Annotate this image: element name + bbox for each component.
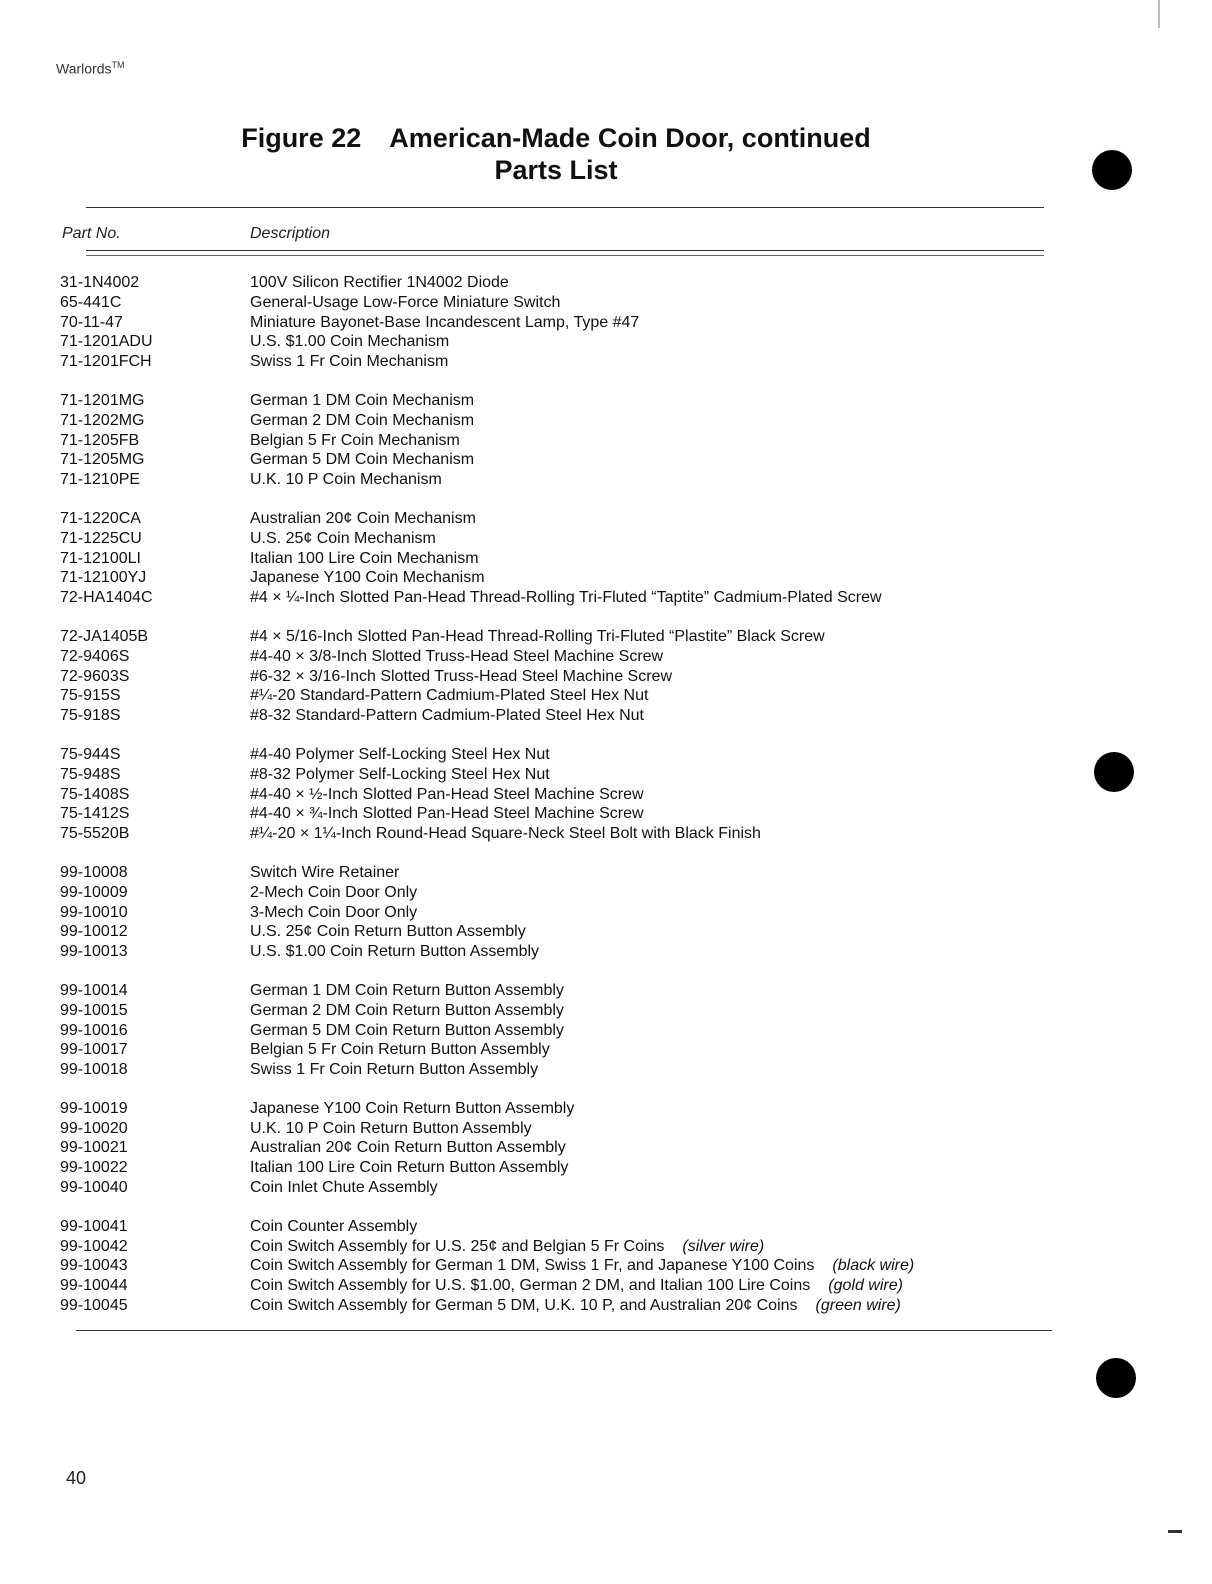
part-number: 71-1220CA [60, 509, 141, 527]
corner-mark [1168, 1530, 1182, 1533]
parts-row [60, 1296, 1060, 1316]
part-description: Australian 20¢ Coin Return Button Assembly [250, 1139, 566, 1157]
part-number: 99-10012 [60, 923, 128, 941]
parts-row [60, 568, 1060, 588]
parts-group [60, 509, 1060, 608]
part-number: 99-10041 [60, 1217, 128, 1235]
parts-row [60, 981, 1060, 1001]
part-number: 99-10010 [60, 903, 128, 921]
parts-row [60, 745, 1060, 765]
parts-group [60, 1099, 1060, 1198]
part-number: 99-10043 [60, 1257, 128, 1275]
parts-row [60, 627, 1060, 647]
parts-group [60, 391, 1060, 490]
parts-row [60, 647, 1060, 667]
part-description: #¼-20 × 1¼-Inch Round-Head Square-Neck Steel Bolt with Black Finish [250, 825, 761, 843]
part-description: #4 × ¼-Inch Slotted Pan-Head Thread-Rolling Tri-Fluted “Taptite” Cadmium-Plated Screw [250, 589, 882, 607]
binder-hole [1096, 1358, 1136, 1398]
parts-row [60, 883, 1060, 903]
part-number: 99-10020 [60, 1119, 128, 1137]
part-number: 99-10008 [60, 863, 128, 881]
parts-group [60, 1217, 1060, 1316]
part-description: Japanese Y100 Coin Mechanism [250, 569, 485, 587]
parts-row [60, 804, 1060, 824]
part-description: #4-40 × ¾-Inch Slotted Pan-Head Steel Machine Screw [250, 805, 644, 823]
table-bottom-rule [76, 1330, 1052, 1331]
part-number: 75-944S [60, 745, 121, 763]
part-description: Australian 20¢ Coin Mechanism [250, 509, 476, 527]
header-rule-double [86, 255, 1044, 256]
parts-row [60, 1256, 1060, 1276]
part-number: 75-5520B [60, 825, 130, 843]
part-description: German 1 DM Coin Return Button Assembly [250, 981, 564, 999]
part-description: Swiss 1 Fr Coin Return Button Assembly [250, 1061, 539, 1079]
part-number: 71-1210PE [60, 471, 141, 489]
part-description: Miniature Bayonet-Base Incandescent Lamp, Type #47 [250, 313, 640, 331]
part-number: 99-10017 [60, 1041, 128, 1059]
part-description: #4 × 5/16-Inch Slotted Pan-Head Thread-Rolling Tri-Fluted “Plastite” Black Screw [250, 627, 825, 645]
part-description: #6-32 × 3/16-Inch Slotted Truss-Head Steel Machine Screw [250, 667, 672, 685]
part-number: 75-1408S [60, 785, 130, 803]
part-number: 71-1205FB [60, 431, 140, 449]
part-number: 71-1201MG [60, 391, 145, 409]
part-description: German 2 DM Coin Return Button Assembly [250, 1001, 564, 1019]
title-line-1 [0, 122, 1112, 154]
parts-row [60, 785, 1060, 805]
parts-list [60, 273, 1060, 1335]
part-description: Coin Counter Assembly [250, 1217, 418, 1235]
header-rule-bottom [86, 250, 1044, 251]
part-description: Coin Switch Assembly for U.S. 25¢ and Belgian 5 Fr Coins [250, 1237, 665, 1255]
parts-row [60, 391, 1060, 411]
parts-row [60, 1158, 1060, 1178]
part-number: 72-JA1405B [60, 627, 149, 645]
part-number: 99-10044 [60, 1277, 128, 1295]
parts-row [60, 1178, 1060, 1198]
part-description: Coin Switch Assembly for U.S. $1.00, German 2 DM, and Italian 100 Lire Coins [250, 1277, 811, 1295]
part-number: 99-10019 [60, 1099, 128, 1117]
part-description: Switch Wire Retainer [250, 863, 400, 881]
wire-color-note: (silver wire) [682, 1237, 765, 1255]
header-rule-top [86, 207, 1044, 208]
parts-group [60, 863, 1060, 962]
part-number: 99-10018 [60, 1061, 128, 1079]
part-number: 72-9406S [60, 647, 130, 665]
part-number: 75-1412S [60, 805, 130, 823]
part-description: U.K. 10 P Coin Mechanism [250, 471, 442, 489]
parts-row [60, 431, 1060, 451]
part-number: 99-10045 [60, 1297, 128, 1315]
part-description: Coin Inlet Chute Assembly [250, 1179, 438, 1197]
wire-color-note: (gold wire) [828, 1277, 903, 1295]
part-description: U.K. 10 P Coin Return Button Assembly [250, 1119, 532, 1137]
part-number: 99-10016 [60, 1021, 128, 1039]
part-number: 99-10013 [60, 943, 128, 961]
part-number: 99-10014 [60, 981, 128, 999]
trademark-mark: TM [111, 60, 125, 70]
page-title [0, 122, 1112, 186]
part-number: 71-1201ADU [60, 333, 153, 351]
part-description: Belgian 5 Fr Coin Mechanism [250, 431, 460, 449]
figure-label: Figure 22 [241, 123, 362, 153]
part-description: 2-Mech Coin Door Only [250, 883, 418, 901]
title-text: American-Made Coin Door, continued [389, 123, 871, 153]
parts-row [60, 588, 1060, 608]
column-header-part-no: Part No. [62, 225, 121, 242]
part-number: 70-11-47 [60, 313, 123, 331]
parts-row [60, 411, 1060, 431]
parts-row [60, 1119, 1060, 1139]
part-number: 71-12100YJ [60, 569, 147, 587]
parts-row [60, 903, 1060, 923]
part-number: 71-1202MG [60, 411, 145, 429]
part-description: Italian 100 Lire Coin Mechanism [250, 549, 479, 567]
parts-group [60, 981, 1060, 1080]
parts-row [60, 1276, 1060, 1296]
parts-group [60, 273, 1060, 372]
parts-row [60, 352, 1060, 372]
part-number: 99-10042 [60, 1237, 128, 1255]
part-description: #¼-20 Standard-Pattern Cadmium-Plated Steel Hex Nut [250, 687, 649, 705]
part-number: 99-10009 [60, 883, 128, 901]
binder-hole [1094, 752, 1134, 792]
parts-row [60, 1099, 1060, 1119]
part-description: U.S. $1.00 Coin Mechanism [250, 333, 450, 351]
part-number: 99-10022 [60, 1159, 128, 1177]
parts-row [60, 922, 1060, 942]
parts-group [60, 745, 1060, 844]
part-description: German 5 DM Coin Return Button Assembly [250, 1021, 564, 1039]
part-number: 71-12100LI [60, 549, 141, 567]
part-description: Italian 100 Lire Coin Return Button Assembly [250, 1159, 569, 1177]
parts-row [60, 1001, 1060, 1021]
part-description: #4-40 × 3/8-Inch Slotted Truss-Head Steel Machine Screw [250, 647, 664, 665]
part-number: 31-1N4002 [60, 274, 140, 291]
part-number: 72-9603S [60, 667, 130, 685]
part-number: 65-441C [60, 293, 122, 311]
part-description: U.S. 25¢ Coin Mechanism [250, 529, 436, 547]
part-number: 75-918S [60, 707, 121, 725]
brand-name: Warlords [56, 60, 112, 77]
parts-row [60, 686, 1060, 706]
part-description: #4-40 × ½-Inch Slotted Pan-Head Steel Machine Screw [250, 785, 644, 803]
parts-row [60, 1060, 1060, 1080]
parts-row [60, 824, 1060, 844]
parts-row [60, 942, 1060, 962]
part-description: German 1 DM Coin Mechanism [250, 391, 475, 409]
part-number: 99-10040 [60, 1179, 128, 1197]
parts-row [60, 332, 1060, 352]
edge-mark [1158, 0, 1160, 28]
parts-row [60, 706, 1060, 726]
title-line-2: Parts List [494, 155, 618, 185]
parts-row [60, 313, 1060, 333]
part-description: Belgian 5 Fr Coin Return Button Assembly [250, 1041, 550, 1059]
parts-row [60, 765, 1060, 785]
parts-row [60, 549, 1060, 569]
part-description: U.S. 25¢ Coin Return Button Assembly [250, 923, 526, 941]
part-description: 100V Silicon Rectifier 1N4002 Diode [250, 274, 509, 291]
parts-row [60, 470, 1060, 490]
binder-hole [1092, 150, 1132, 190]
part-number: 71-1225CU [60, 529, 142, 547]
parts-row [60, 273, 1060, 293]
column-header-description: Description [250, 225, 331, 242]
part-description: U.S. $1.00 Coin Return Button Assembly [250, 943, 540, 961]
part-number: 99-10021 [60, 1139, 128, 1157]
wire-color-note: (green wire) [815, 1297, 901, 1315]
parts-group [60, 627, 1060, 726]
parts-row [60, 450, 1060, 470]
part-description: #8-32 Polymer Self-Locking Steel Hex Nut [250, 765, 550, 783]
page-number: 40 [66, 1468, 87, 1488]
header-brand [56, 60, 125, 77]
part-number: 99-10015 [60, 1001, 128, 1019]
part-description: #4-40 Polymer Self-Locking Steel Hex Nut [250, 745, 550, 763]
part-number: 75-915S [60, 687, 121, 705]
part-description: German 5 DM Coin Mechanism [250, 451, 475, 469]
part-description: Coin Switch Assembly for German 1 DM, Swiss 1 Fr, and Japanese Y100 Coins [250, 1257, 815, 1275]
wire-color-note: (black wire) [832, 1257, 915, 1275]
part-number: 71-1205MG [60, 451, 145, 469]
part-number: 72-HA1404C [60, 589, 153, 607]
parts-row [60, 293, 1060, 313]
part-description: #8-32 Standard-Pattern Cadmium-Plated Steel Hex Nut [250, 707, 644, 725]
part-description: Swiss 1 Fr Coin Mechanism [250, 353, 449, 371]
parts-row [60, 1217, 1060, 1237]
part-description: German 2 DM Coin Mechanism [250, 411, 475, 429]
parts-row [60, 1040, 1060, 1060]
part-description: Japanese Y100 Coin Return Button Assembly [250, 1099, 575, 1117]
parts-row [60, 667, 1060, 687]
part-number: 71-1201FCH [60, 353, 152, 371]
part-number: 75-948S [60, 765, 121, 783]
parts-row [60, 529, 1060, 549]
parts-row [60, 1138, 1060, 1158]
parts-row [60, 509, 1060, 529]
part-description: 3-Mech Coin Door Only [250, 903, 418, 921]
part-description: General-Usage Low-Force Miniature Switch [250, 293, 561, 311]
parts-row [60, 1021, 1060, 1041]
part-description: Coin Switch Assembly for German 5 DM, U.K. 10 P, and Australian 20¢ Coins [250, 1297, 798, 1315]
parts-row [60, 863, 1060, 883]
parts-row [60, 1237, 1060, 1257]
